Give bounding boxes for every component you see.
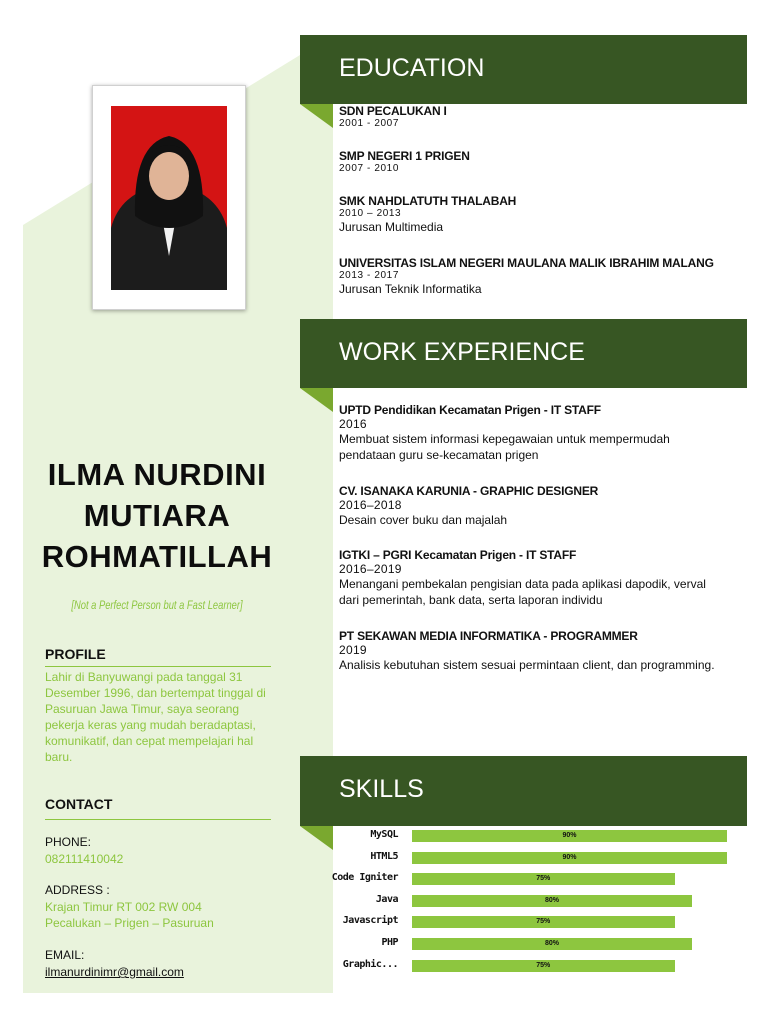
profile-heading: PROFILE — [45, 646, 106, 662]
education-item — [339, 256, 759, 297]
work-desc: Membuat sistem informasi kepegawaian untuk mempermudah pendataan guru se-kecamatan prigen — [339, 432, 670, 462]
work-title: UPTD Pendidikan Kecamatan Prigen - IT STAFF — [339, 403, 601, 417]
work-item — [339, 548, 719, 608]
work-item — [339, 403, 719, 463]
tagline: [Not a Perfect Person but a Fast Learner] — [71, 598, 243, 612]
education-school: SMP NEGERI 1 PRIGEN — [339, 149, 470, 163]
email-label: EMAIL: — [45, 948, 85, 962]
skill-name: Javascript — [342, 915, 398, 927]
skill-row — [300, 829, 740, 843]
work-years: 2019 — [339, 643, 367, 657]
profile-rule — [45, 666, 271, 667]
work-banner — [300, 319, 747, 388]
skill-name: MySQL — [370, 829, 398, 840]
skills-heading: SKILLS — [339, 775, 424, 803]
education-major: Jurusan Multimedia — [339, 220, 444, 234]
education-major: Jurusan Teknik Informatika — [339, 282, 482, 296]
skill-percent: 75% — [536, 918, 551, 926]
skill-row — [300, 894, 740, 908]
education-banner — [300, 35, 747, 104]
work-item — [339, 629, 719, 673]
work-desc: Desain cover buku dan majalah — [339, 513, 508, 527]
education-school: SDN PECALUKAN I — [339, 104, 447, 118]
education-item — [339, 149, 739, 174]
work-years: 2016–2018 — [339, 498, 402, 512]
education-item — [339, 194, 739, 235]
work-years: 2016 — [339, 417, 367, 431]
skill-row — [300, 851, 740, 865]
profile-photo — [111, 106, 227, 290]
skill-name: Code Igniter — [331, 872, 398, 884]
skill-bar — [412, 852, 727, 864]
profile-text: Lahir di Banyuwangi pada tanggal 31 Desember 1996, dan bertempat tinggal di Pasuruan Jawa Timur, saya seorang pekerja keras yang mudah beradaptasi, komunikatif, dan cepat mempelajari hal baru. — [45, 670, 266, 764]
skill-bar — [412, 830, 727, 842]
skills-banner — [300, 756, 747, 826]
work-title: CV. ISANAKA KARUNIA - GRAPHIC DESIGNER — [339, 484, 599, 498]
contact-heading: CONTACT — [45, 796, 113, 812]
skill-percent: 75% — [536, 961, 551, 969]
skill-bar — [412, 960, 675, 972]
work-years: 2016–2019 — [339, 562, 402, 576]
skill-bar — [412, 895, 692, 907]
skill-name: PHP — [381, 937, 398, 948]
skill-bar — [412, 938, 692, 950]
education-heading: EDUCATION — [339, 54, 485, 82]
phone-value: 082111410042 — [45, 852, 124, 866]
skill-row — [300, 915, 740, 929]
name-line-1: ILMA NURDINI — [47, 457, 267, 492]
skill-bar — [412, 873, 675, 885]
profile-photo-frame — [92, 85, 246, 310]
work-title: IGTKI – PGRI Kecamatan Prigen - IT STAFF — [339, 548, 577, 562]
education-item — [339, 104, 739, 129]
skill-percent: 90% — [562, 853, 577, 861]
skill-percent: 80% — [544, 896, 559, 904]
skill-name: Graphic... — [342, 958, 398, 970]
work-desc: Analisis kebutuhan sistem sesuai permintaan client, dan programming. — [339, 658, 715, 672]
contact-rule — [45, 819, 271, 820]
phone-label: PHONE: — [45, 835, 92, 849]
skill-row — [300, 937, 740, 951]
work-heading: WORK EXPERIENCE — [339, 338, 585, 366]
skill-percent: 90% — [562, 832, 577, 839]
full-name — [28, 454, 286, 577]
education-years: 2013 - 2017 — [339, 270, 399, 281]
skill-percent: 75% — [536, 875, 551, 883]
skill-row — [300, 872, 740, 886]
skill-bar — [412, 916, 675, 928]
skill-row — [300, 959, 740, 973]
work-item — [339, 484, 719, 528]
address-line-1: Krajan Timur RT 002 RW 004 — [45, 900, 202, 914]
skill-name: Java — [375, 893, 398, 905]
education-years: 2001 - 2007 — [339, 118, 399, 129]
name-line-3: ROHMATILLAH — [41, 539, 273, 574]
address-label: ADDRESS : — [45, 883, 110, 897]
skill-name: HTML5 — [370, 850, 398, 862]
education-school: UNIVERSITAS ISLAM NEGERI MAULANA MALIK IBRAHIM MALANG — [339, 256, 714, 270]
skill-percent: 80% — [544, 940, 559, 947]
education-school: SMK NAHDLATUTH THALABAH — [339, 194, 517, 208]
email-link[interactable]: ilmanurdinimr@gmail.com — [45, 965, 184, 979]
name-line-2: MUTIARA — [83, 498, 231, 533]
education-years: 2010 – 2013 — [339, 208, 402, 219]
work-title: PT SEKAWAN MEDIA INFORMATIKA - PROGRAMMER — [339, 629, 638, 643]
work-desc: Menangani pembekalan pengisian data pada aplikasi dapodik, verval dari pemerintah, bank data, serta laporan individu — [339, 577, 706, 607]
education-years: 2007 - 2010 — [339, 163, 399, 174]
address-line-2: Pecalukan – Prigen – Pasuruan — [45, 916, 214, 930]
